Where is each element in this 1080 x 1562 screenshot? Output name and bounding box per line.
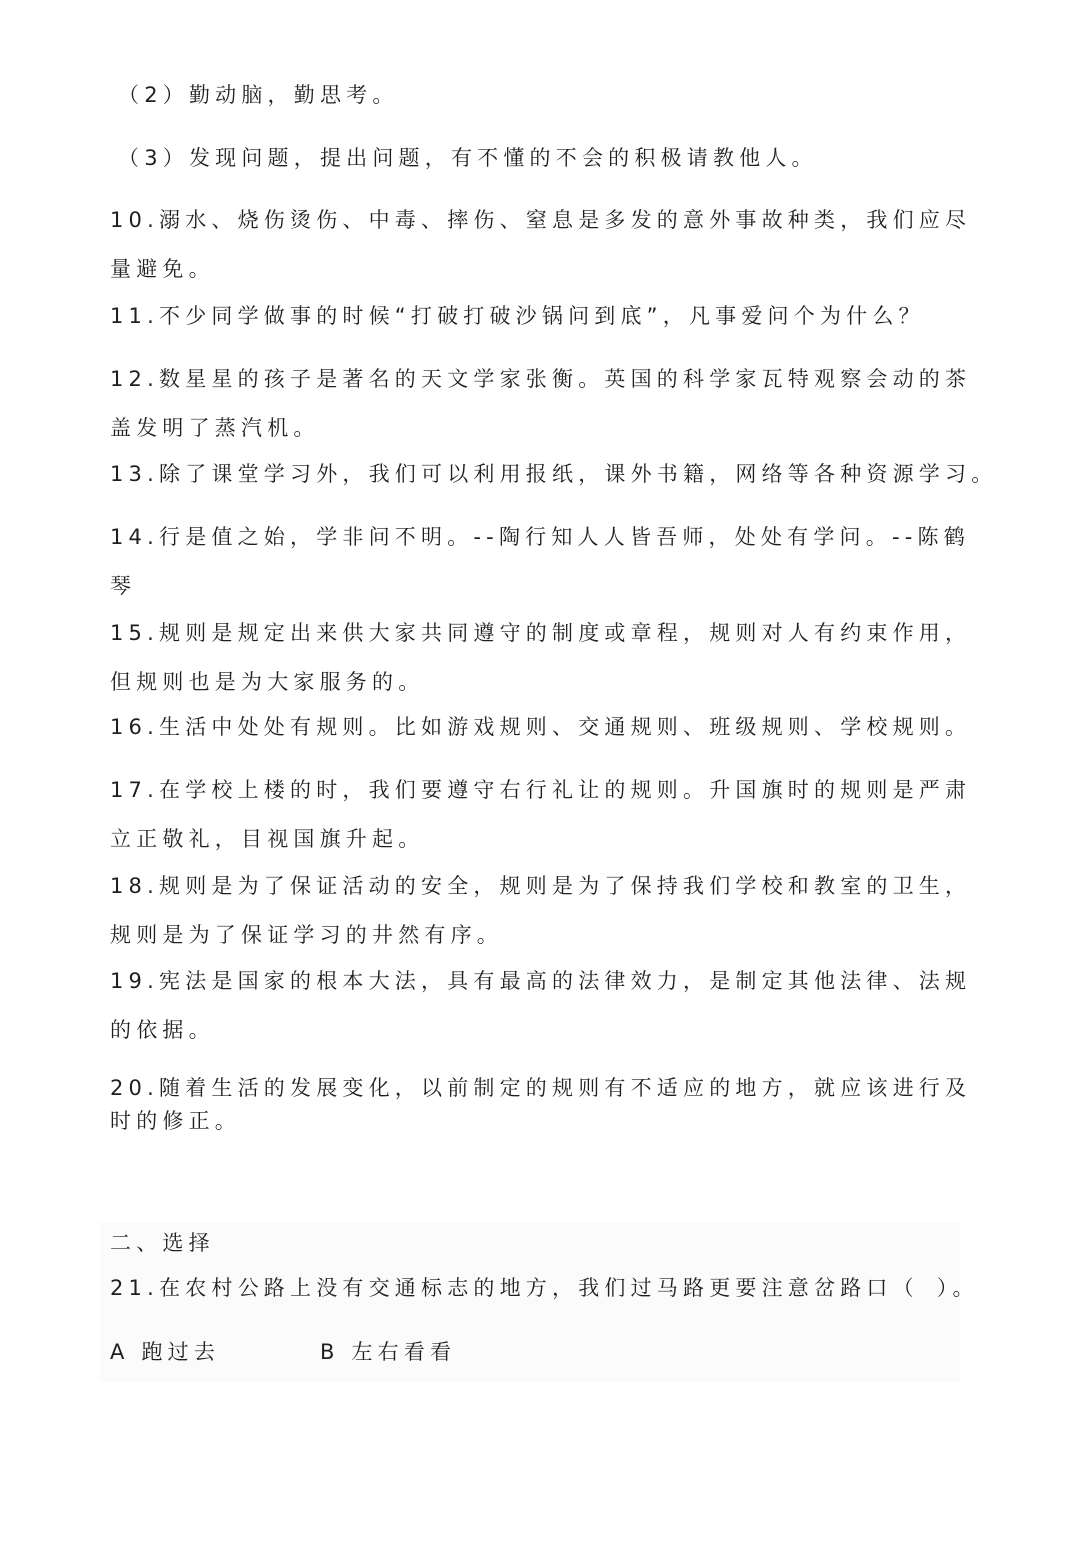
- item-19-line1: 19.宪法是国家的根本大法，具有最高的法律效力，是制定其他法律、法规: [110, 969, 972, 993]
- item-16: 16.生活中处处有规则。比如游戏规则、交通规则、班级规则、学校规则。: [110, 715, 972, 739]
- item-14-line1: 14.行是值之始，学非问不明。--陶行知人人皆吾师，处处有学问。--陈鹤: [110, 525, 970, 549]
- section-heading: 二、选择: [110, 1231, 215, 1255]
- item-10-line2: 量避免。: [110, 257, 215, 281]
- item-19-line2: 的依据。: [110, 1018, 215, 1042]
- item-p3: （3）发现问题，提出问题，有不懂的不会的积极请教他人。: [118, 146, 818, 170]
- item-17-line1: 17.在学校上楼的时，我们要遵守右行礼让的规则。升国旗时的规则是严肃: [110, 778, 972, 802]
- item-12-line1: 12.数星星的孩子是著名的天文学家张衡。英国的科学家瓦特观察会动的茶: [110, 367, 972, 391]
- item-p2: （2）勤动脑，勤思考。: [118, 83, 399, 107]
- question-21-close: ）。: [936, 1276, 979, 1300]
- item-17-line2: 立正敬礼，目视国旗升起。: [110, 827, 425, 851]
- item-15-line2: 但规则也是为大家服务的。: [110, 670, 425, 694]
- question-21: [110, 1273, 979, 1303]
- option-a[interactable]: A 跑过去: [110, 1340, 221, 1364]
- item-15-line1: 15.规则是规定出来供大家共同遵守的制度或章程，规则对人有约束作用，: [110, 621, 972, 645]
- item-20-line2: 时的修正。: [110, 1109, 241, 1133]
- item-18-line2: 规则是为了保证学习的井然有序。: [110, 923, 503, 947]
- option-b[interactable]: B 左右看看: [320, 1340, 457, 1364]
- item-12-line2: 盖发明了蒸汽机。: [110, 416, 320, 440]
- item-18-line1: 18.规则是为了保证活动的安全，规则是为了保持我们学校和教室的卫生，: [110, 874, 972, 898]
- question-21-stem: 21.在农村公路上没有交通标志的地方，我们过马路更要注意岔路口（: [110, 1276, 919, 1300]
- item-14-line2: 琴: [110, 574, 137, 598]
- item-20-line1: 20.随着生活的发展变化，以前制定的规则有不适应的地方，就应该进行及: [110, 1076, 972, 1100]
- item-13: 13.除了课堂学习外，我们可以利用报纸，课外书籍，网络等各种资源学习。: [110, 462, 998, 486]
- item-11: 11.不少同学做事的时候“打破打破沙锅问到底”，凡事爱问个为什么？: [110, 304, 925, 328]
- item-10-line1: 10.溺水、烧伤烫伤、中毒、摔伤、窒息是多发的意外事故种类，我们应尽: [110, 208, 972, 232]
